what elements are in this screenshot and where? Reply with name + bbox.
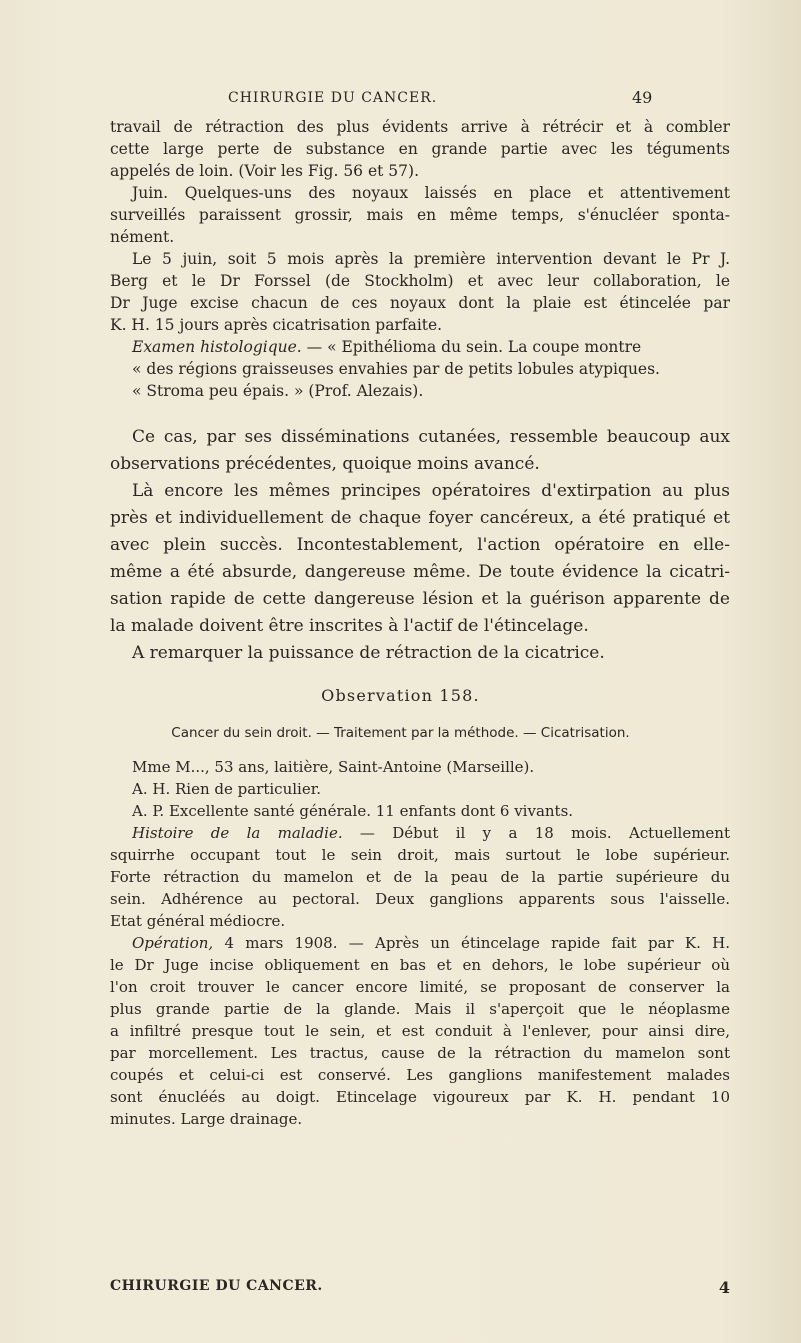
text-run: — Début il y a 18 mois. Actuellement xyxy=(342,824,730,842)
text-line: le Dr Juge incise obliquement en bas et en dehors, le lobe supérieur où xyxy=(110,956,730,974)
section-label: Examen histologique. xyxy=(132,338,302,356)
signature-mark: 4 xyxy=(718,1278,730,1297)
text-line: Ce cas, par ses disséminations cutanées, ressemble beaucoup aux xyxy=(132,427,730,447)
text-line: Berg et le Dr Forssel (de Stockholm) et avec leur collaboration, le xyxy=(110,272,730,290)
text-line: près et individuellement de chaque foyer cancéreux, a été pratiqué et xyxy=(110,508,730,528)
running-title: CHIRURGIE DU CANCER. xyxy=(228,90,438,106)
text-line: sation rapide de cette dangereuse lésion et la guérison apparente de xyxy=(110,589,730,609)
text-line: « Stroma peu épais. » (Prof. Alezais). xyxy=(132,382,424,400)
text-line: plus grande partie de la glande. Mais il s'aperçoit que le néoplasme xyxy=(110,1000,730,1018)
text-line: Juin. Quelques-uns des noyaux laissés en place et attentivement xyxy=(132,184,730,202)
text-line: coupés et celui-ci est conservé. Les ganglions manifestement malades xyxy=(110,1066,730,1084)
text-line: Etat général médiocre. xyxy=(110,912,286,930)
observation-title: Observation 158. xyxy=(321,686,480,705)
page-header xyxy=(0,88,801,112)
text-line: la malade doivent être inscrites à l'actif de l'étincelage. xyxy=(110,616,589,636)
text-line: A remarquer la puissance de rétraction de la cicatrice. xyxy=(132,643,605,663)
observation-subtitle: Cancer du sein droit. — Traitement par la méthode. — Cicatrisation. xyxy=(171,725,630,741)
text-line: A. H. Rien de particulier. xyxy=(132,780,321,798)
text-line: Mme M..., 53 ans, laitière, Saint-Antoine (Marseille). xyxy=(132,758,535,776)
text-line: squirrhe occupant tout le sein droit, mais surtout le lobe supérieur. xyxy=(110,846,730,864)
section-label: Opération, xyxy=(132,934,214,952)
text-line: avec plein succès. Incontestablement, l'action opératoire en elle- xyxy=(110,535,730,555)
text-line: K. H. 15 jours après cicatrisation parfaite. xyxy=(110,316,443,334)
text-line: Dr Juge excise chacun de ces noyaux dont la plaie est étincelée par xyxy=(110,294,730,312)
text-line: Là encore les mêmes principes opératoires d'extirpation au plus xyxy=(132,481,730,501)
paragraph-case-continuation xyxy=(110,116,730,402)
text-line: Le 5 juin, soit 5 mois après la première intervention devant le Pr J. xyxy=(132,250,730,268)
text-line: appelés de loin. (Voir les Fig. 56 et 57). xyxy=(110,162,419,180)
text-line: surveillés paraissent grossir, mais en même temps, s'énucléer sponta- xyxy=(110,206,730,224)
text-line: cette large perte de substance en grande partie avec les téguments xyxy=(110,140,730,158)
page-number: 49 xyxy=(632,88,653,107)
text-line: Forte rétraction du mamelon et de la peau de la partie supérieure du xyxy=(110,868,730,886)
paragraph-observation xyxy=(110,756,730,1130)
text-line xyxy=(110,336,730,358)
page-footer xyxy=(110,1278,730,1300)
text-line xyxy=(110,932,730,954)
text-run: — « Epithélioma du sein. La coupe montre xyxy=(301,338,642,356)
footer-title: CHIRURGIE DU CANCER. xyxy=(110,1278,323,1294)
text-line: sein. Adhérence au pectoral. Deux ganglions apparents sous l'aisselle. xyxy=(110,890,730,908)
text-line: observations précédentes, quoique moins avancé. xyxy=(110,454,540,474)
text-line: par morcellement. Les tractus, cause de la rétraction du mamelon sont xyxy=(110,1044,730,1062)
text-run: 4 mars 1908. — Après un étincelage rapide fait par K. H. xyxy=(213,934,730,952)
text-line: l'on croit trouver le cancer encore limité, se proposant de conserver la xyxy=(110,978,730,996)
text-line: même a été absurde, dangereuse même. De toute évidence la cicatri- xyxy=(110,562,730,582)
paragraph-commentary xyxy=(110,424,730,667)
text-line: travail de rétraction des plus évidents arrive à rétrécir et à combler xyxy=(110,118,730,136)
text-line: a infiltré presque tout le sein, et est conduit à l'enlever, pour ainsi dire, xyxy=(110,1022,730,1040)
text-line: nément. xyxy=(110,228,175,246)
text-line xyxy=(110,822,730,844)
section-label: Histoire de la maladie. xyxy=(132,824,343,842)
text-line: « des régions graisseuses envahies par de petits lobules atypiques. xyxy=(132,360,660,378)
text-line: sont énucléés au doigt. Etincelage vigoureux par K. H. pendant 10 xyxy=(110,1088,730,1106)
text-line: A. P. Excellente santé générale. 11 enfants dont 6 vivants. xyxy=(132,802,574,820)
text-line: minutes. Large drainage. xyxy=(110,1110,303,1128)
